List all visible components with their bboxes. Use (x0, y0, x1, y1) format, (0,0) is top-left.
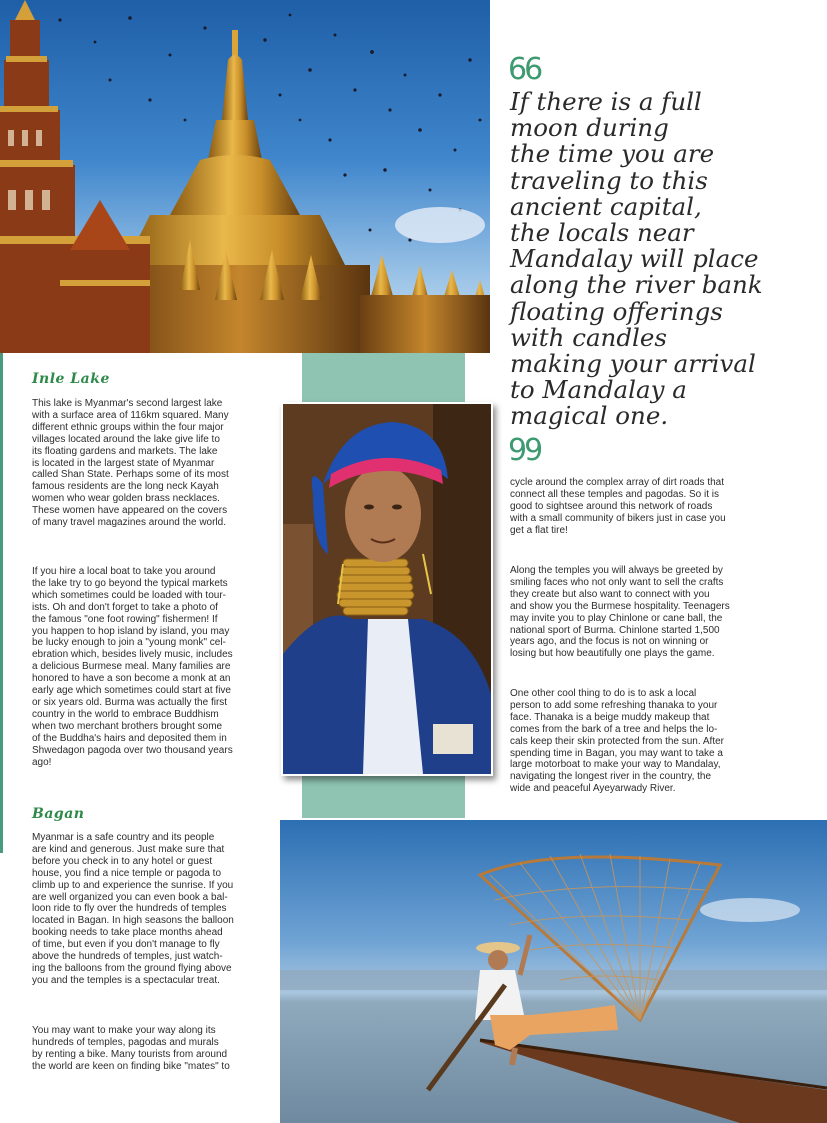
pagoda-photo (0, 0, 490, 353)
inle-fisherman-photo (280, 820, 827, 1123)
fisherman-illustration (280, 820, 827, 1123)
pagoda-illustration (0, 0, 490, 353)
close-quote-mark: 99 (508, 432, 541, 468)
inle-lake-paragraph-1: This lake is Myanmar's second largest lake with a surface area of 116km squared. Many different ethnic groups within the four major villages located around the lake give life to its floating gardens and markets. The lake is located in the largest state of Myanmar called Shan State. Perhaps some of its most famous residents are the long neck Kayah women who wear golden brass necklaces. These women have appeared on the covers of many travel magazines around the world. (32, 398, 229, 529)
bagan-heading: Bagan (32, 806, 85, 822)
right-paragraph-2: Along the temples you will always be greeted by smiling faces who not only want to sell the crafts they create but also want to connect with you and show you the Burmese hospitality. Teenagers may invite you to play Chinlone or cane ball, the national sport of Burma. Chinlone started 1,500 years ago, and the focus is not on winning or losing but how beautifully one plays the game. (510, 565, 730, 660)
bagan-paragraph-1: Myanmar is a safe country and its people are kind and generous. Just make sure that before you check in to any hotel or guest house, you find a nice temple or pagoda to climb up to and experience the sunrise. If you are well organized you can even book a bal- loon ride to fly over the hundreds of temples located in Bagan. In high seasons the balloon booking needs to take place months ahead of time, but even if you don't manage to fly above the hundreds of temples, just watch- ing the balloons from the ground flying above you and the temples is a spectacular treat. (32, 832, 234, 986)
kayah-woman-photo (281, 402, 493, 776)
inle-lake-paragraph-2: If you hire a local boat to take you around the lake try to go beyond the typical markets which sometimes could be loaded with tour- ists. Oh and don't forget to take a photo of the famous "one foot rowing" fishermen! If you happen to hop island by island, you may be lucky enough to join a "young monk" cel- ebration which, besides lively music, includes a delicious Burmese meal. Many families are honored to have a son become a monk at an early age which sometimes could start at five or six years old. Burma was actually the first country in the world to embrace Buddhism when two merchant brothers brought some of the Buddha's hairs and deposited them in Shwedagon pagoda over two thousand years ago! (32, 566, 233, 768)
inle-lake-heading: Inle Lake (32, 371, 110, 387)
open-quote-mark: 66 (508, 52, 541, 87)
bagan-paragraph-2: You may want to make your way along its hundreds of temples, pagodas and murals by renting a bike. Many tourists from around the world are keen on finding bike "mates" to (32, 1025, 230, 1072)
pull-quote-text: If there is a full moon during the time you are traveling to this ancient capital, the locals near Mandalay will place along the river bank floating offerings with candles making your arrival to Mandalay a magical one. (510, 87, 763, 431)
portrait-illustration (283, 404, 491, 774)
pull-quote (508, 52, 808, 468)
right-paragraph-3: One other cool thing to do is to ask a local person to add some refreshing thanaka to your face. Thanaka is a beige muddy makeup that comes from the bark of a tree and helps the lo- cals keep their skin protected from the sun. After spending time in Bagan, you may want to take a large motorboat to make your way to Mandalay, navigating the longest river in the country, the wide and peaceful Ayeyarwady River. (510, 688, 724, 795)
left-accent-rule (0, 353, 3, 853)
right-paragraph-1: cycle around the complex array of dirt roads that connect all these temples and pagodas. So it is good to sightsee around this network of roads with a small community of bikers just in case you get a flat tire! (510, 477, 726, 536)
